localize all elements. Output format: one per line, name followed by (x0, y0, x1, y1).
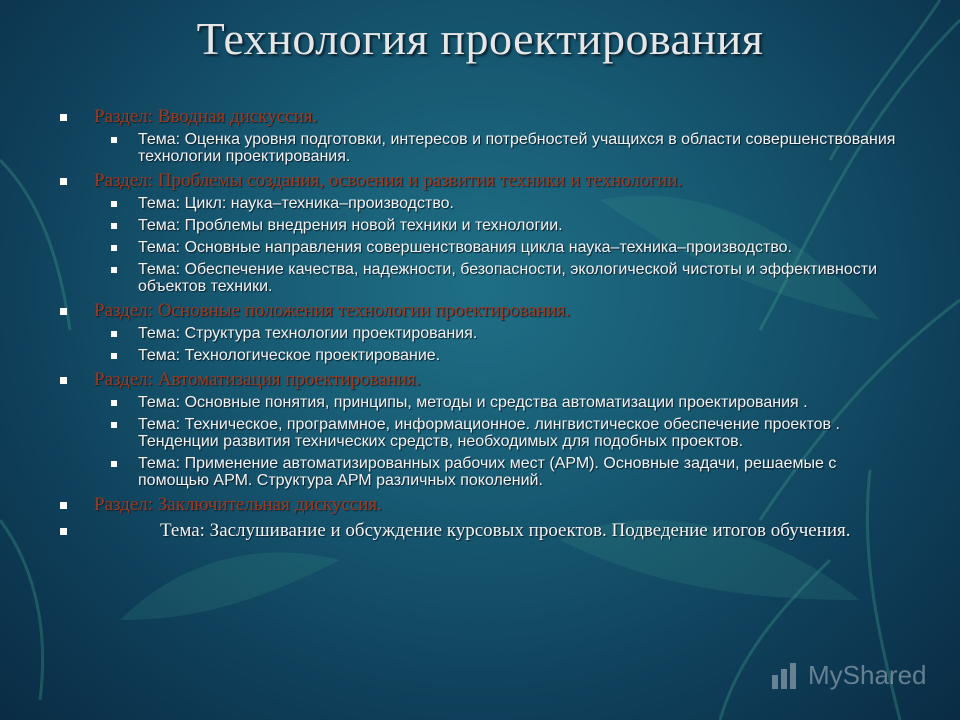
topic-list (56, 394, 906, 489)
topic-item (56, 195, 906, 212)
slide-title: Технология проектирования (196, 13, 764, 64)
topic-list (56, 195, 906, 295)
square-bullet-icon (111, 422, 117, 428)
topic-item (56, 394, 906, 411)
section (56, 106, 906, 165)
topic-item (56, 455, 906, 489)
square-bullet-icon (60, 528, 67, 535)
topic-item (56, 347, 906, 364)
topic-text: Тема: Основные направления совершенствования цикла наука–техника–производство. (138, 239, 792, 256)
section (56, 300, 906, 364)
square-bullet-icon (111, 223, 117, 229)
section (56, 494, 906, 516)
square-bullet-icon (111, 137, 117, 143)
topic-item (56, 261, 906, 295)
watermark-logo-icon (770, 661, 804, 691)
square-bullet-icon (111, 201, 117, 207)
section-label: Раздел: Основные положения технологии проектирования. (94, 300, 571, 321)
topic-text: Тема: Технологическое проектирование. (138, 347, 441, 364)
square-bullet-icon (111, 267, 117, 273)
square-bullet-icon (111, 400, 117, 406)
watermark-text: MyShared (808, 660, 927, 690)
section-label: Раздел: Вводная дискуссия. (94, 106, 318, 127)
section (56, 369, 906, 489)
square-bullet-icon (60, 377, 67, 384)
topic-item (56, 131, 906, 165)
square-bullet-icon (60, 308, 67, 315)
section-label: Раздел: Проблемы создания, освоения и развития техники и технологии. (94, 170, 683, 191)
topic-text: Тема: Проблемы внедрения новой техники и технологии. (138, 217, 563, 234)
square-bullet-icon (60, 114, 67, 121)
topic-item (56, 217, 906, 234)
section-label: Раздел: Автоматизация проектирования. (94, 369, 421, 390)
topic-text: Тема: Структура технологии проектирования. (138, 325, 478, 342)
square-bullet-icon (60, 178, 67, 185)
topic-item (56, 239, 906, 256)
section (56, 170, 906, 295)
topic-list (56, 325, 906, 364)
watermark (770, 660, 927, 691)
square-bullet-icon (111, 331, 117, 337)
topic-text: Тема: Обеспечение качества, надежности, безопасности, экологической чистоты и эффективности объектов техники. (138, 261, 877, 295)
square-bullet-icon (60, 502, 67, 509)
topic-text: Тема: Техническое, программное, информационное. лингвистическое обеспечение проектов . Тенденции развития технических средств, необходимых для подобных проектов. (138, 416, 840, 450)
final-topic-text: Тема: Заслушивание и обсуждение курсовых проектов. Подведение итогов обучения. (160, 520, 851, 541)
topic-text: Тема: Оценка уровня подготовки, интересов и потребностей учащихся в области совершенствования технологии проектирования. (138, 131, 896, 165)
topic-item (56, 416, 906, 450)
topic-text: Тема: Применение автоматизированных рабочих мест (АРМ). Основные задачи, решаемые с помощью АРМ. Структура АРМ различных поколений. (138, 455, 837, 489)
square-bullet-icon (111, 353, 117, 359)
square-bullet-icon (111, 461, 117, 467)
topic-list (56, 131, 906, 165)
final-topic (56, 520, 906, 541)
topic-text: Тема: Цикл: наука–техника–производство. (138, 195, 454, 212)
topic-item (56, 325, 906, 342)
slide-outline (56, 106, 906, 541)
topic-text: Тема: Основные понятия, принципы, методы и средства автоматизации проектирования . (138, 394, 808, 411)
square-bullet-icon (111, 245, 117, 251)
section-label: Раздел: Заключительная дискуссия. (94, 494, 382, 515)
